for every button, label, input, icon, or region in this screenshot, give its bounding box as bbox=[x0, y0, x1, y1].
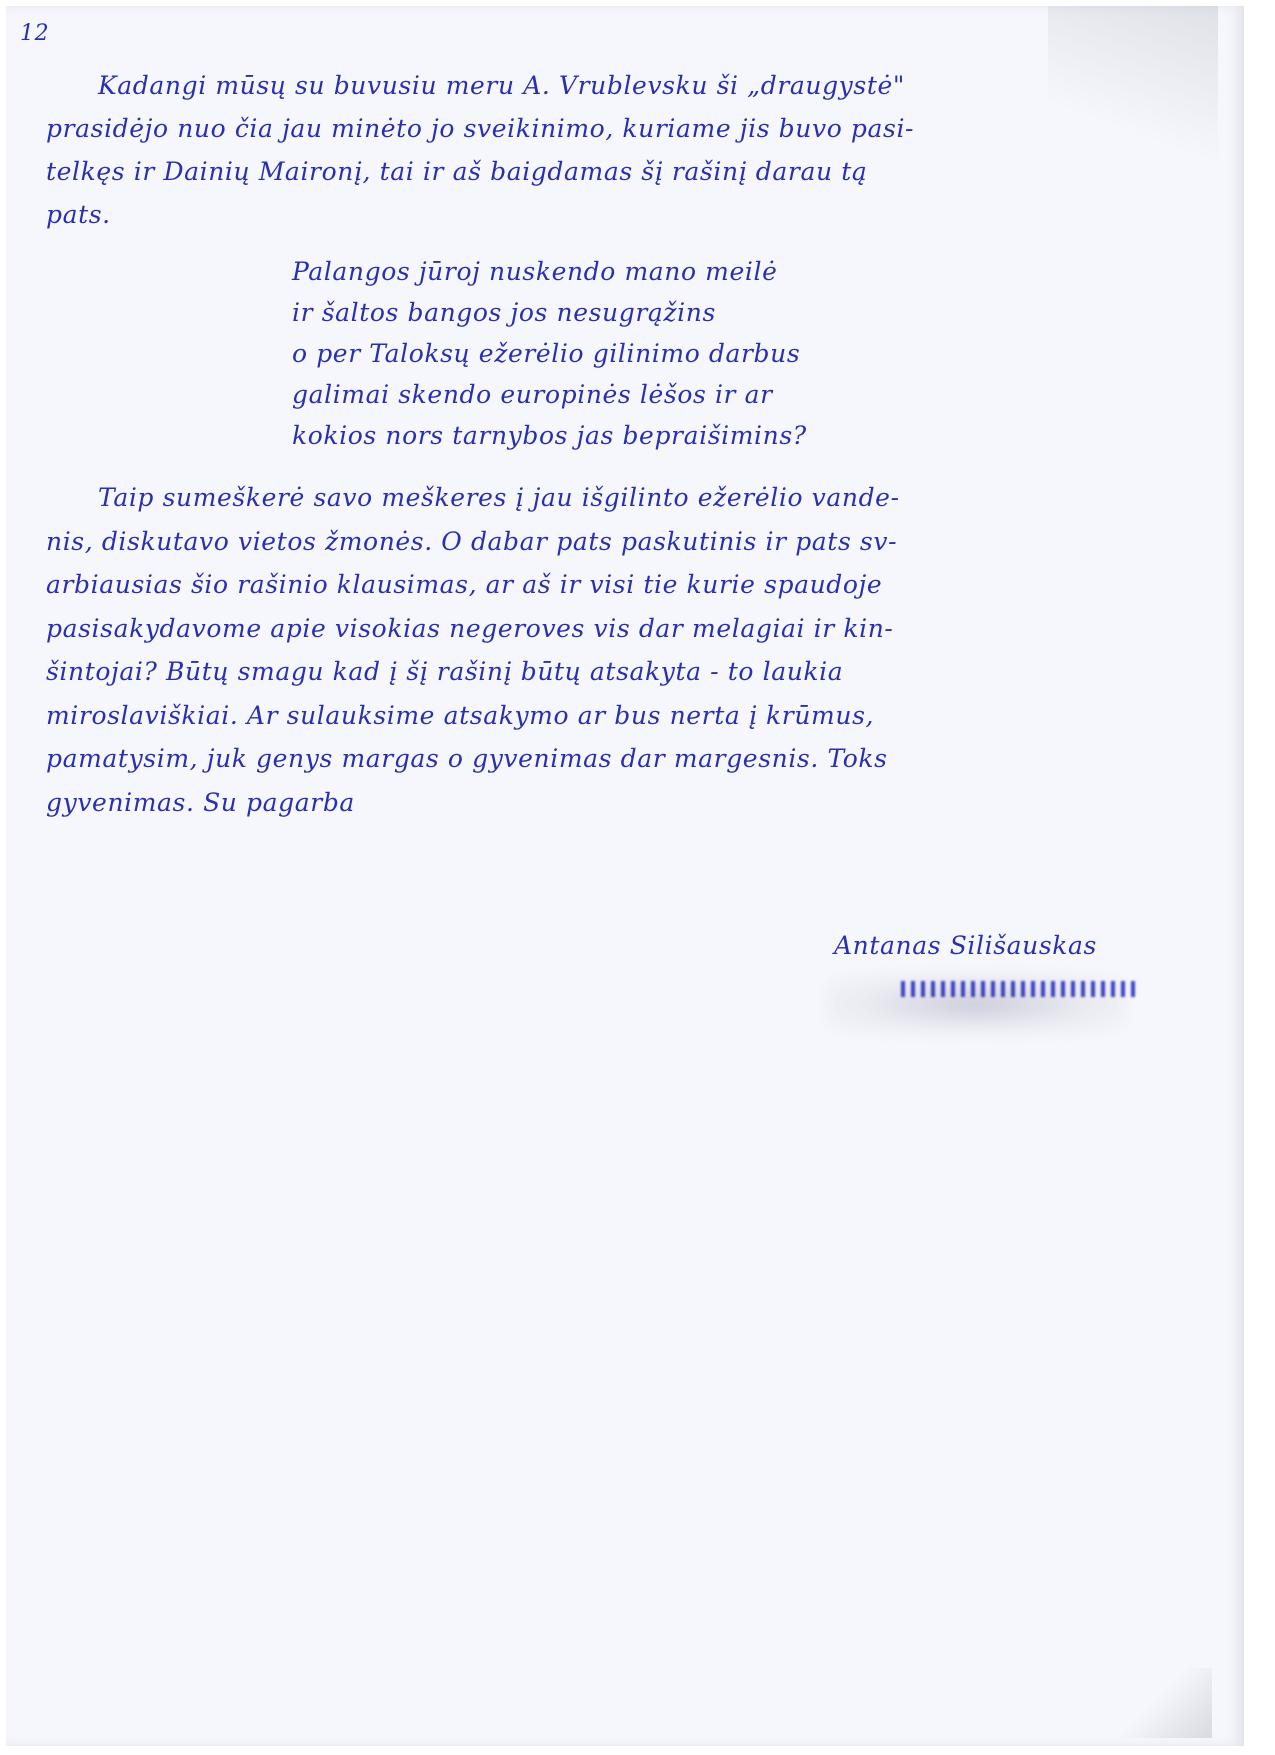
text-line: arbiausias šio rašinio klausimas, ar aš ir visi tie kurie spaudoje bbox=[46, 570, 883, 599]
text-line: Kadangi mūsų su buvusiu meru A. Vrublevsku ši „draugystė" bbox=[98, 71, 905, 100]
redacted-ink-strokes bbox=[901, 981, 1141, 997]
paragraph-intro bbox=[46, 64, 1221, 236]
paper-sheet bbox=[6, 6, 1244, 1746]
text-line: gyvenimas. Su pagarba bbox=[46, 787, 355, 817]
text-line: prasidėjo nuo čia jau minėto jo sveikinimo, kuriame jis buvo pasi- bbox=[46, 114, 915, 143]
poem-line: galimai skendo europinės lėšos ir ar bbox=[292, 380, 773, 409]
poem-line: ir šaltos bangos jos nesugrąžins bbox=[292, 298, 716, 327]
text-line: nis, diskutavo vietos žmonės. O dabar pats paskutinis ir pats sv- bbox=[46, 526, 898, 556]
text-line: miroslaviškiai. Ar sulauksime atsakymo ar bus nerta į krūmus, bbox=[46, 700, 875, 730]
poem-stanza bbox=[292, 251, 992, 456]
text-line: Taip sumeškerė savo meškeres į jau išgilinto ežerėlio vande- bbox=[98, 483, 900, 512]
signature-name: Antanas Silišauskas bbox=[834, 931, 1097, 960]
poem-line: Palangos jūroj nuskendo mano meilė bbox=[292, 257, 778, 286]
text-line: šintojai? Būtų smagu kad į šį rašinį būtų atsakyta - to laukia bbox=[46, 657, 844, 686]
text-line: pasisakydavome apie visokias negeroves vis dar melagiai ir kin- bbox=[46, 613, 894, 643]
paragraph-closing bbox=[46, 476, 1221, 824]
poem-line: o per Taloksų ežerėlio gilinimo darbus bbox=[292, 339, 801, 368]
text-line: telkęs ir Dainių Maironį, tai ir aš baigdamas šį rašinį darau tą bbox=[46, 157, 868, 186]
text-line: pamatysim, juk genys margas o gyvenimas dar margesnis. Toks bbox=[46, 744, 888, 773]
page-number: 12 bbox=[20, 21, 50, 46]
poem-line: kokios nors tarnybos jas bepraišimins? bbox=[292, 421, 807, 450]
text-line: pats. bbox=[46, 200, 111, 229]
bottom-corner-fold bbox=[1122, 1668, 1212, 1738]
